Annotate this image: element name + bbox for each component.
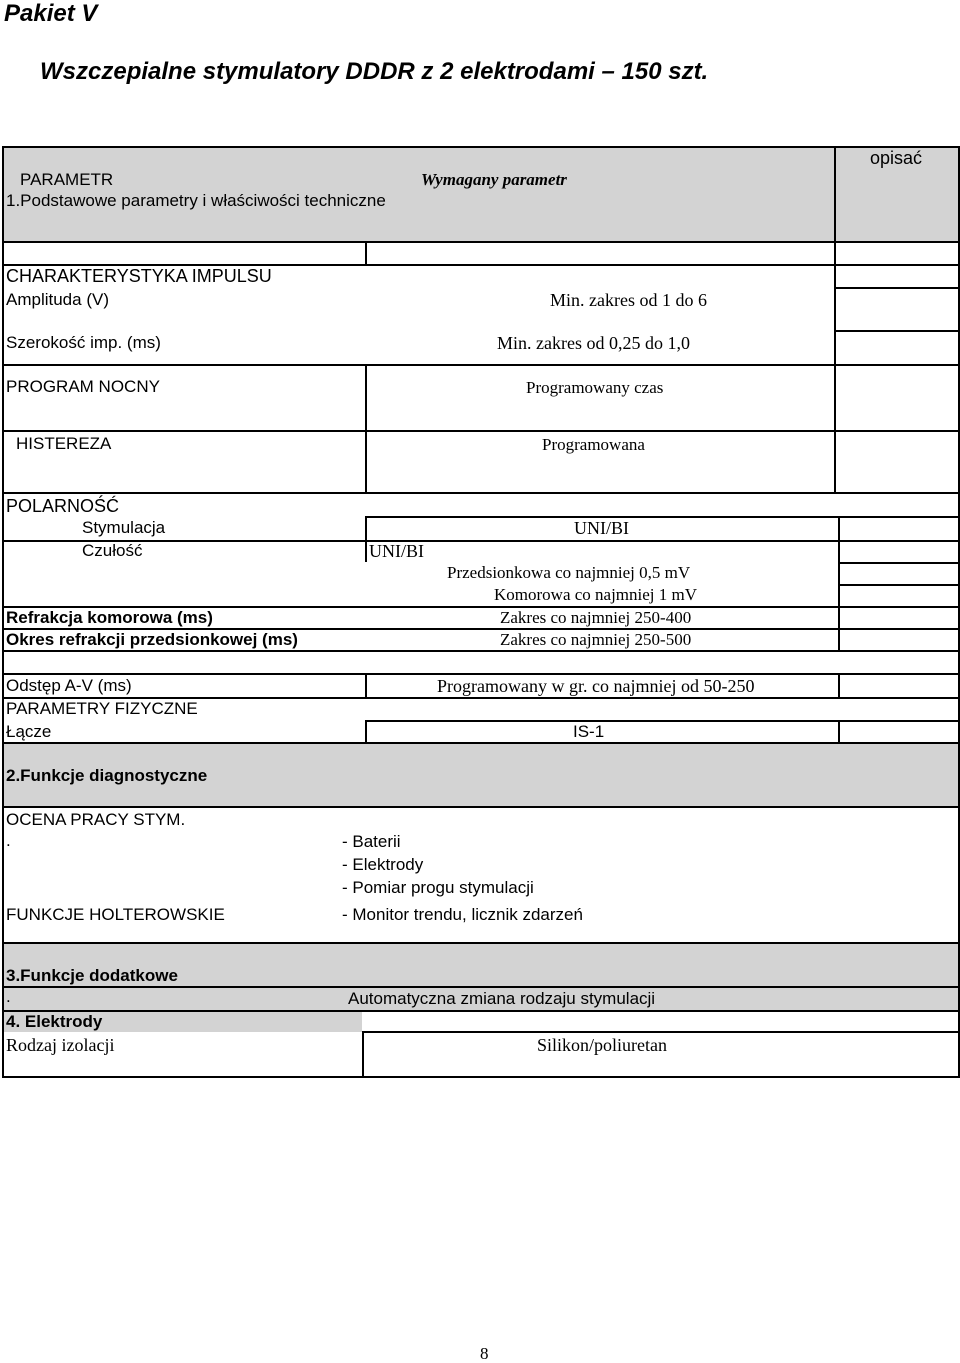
ocena-heading: OCENA PRACY STYM. <box>6 810 186 829</box>
odstep-label: Odstęp A-V (ms) <box>6 676 132 695</box>
baterii-item: - Baterii <box>342 832 401 851</box>
section-4-heading: 4. Elektrody <box>6 1012 103 1031</box>
czulosc-label: Czułość <box>82 541 143 560</box>
holter-label: FUNKCJE HOLTEROWSKIE <box>6 905 225 924</box>
automatyczna-value: Automatyczna zmiana rodzaju stymulacji <box>348 989 656 1008</box>
czulosc-przedsionkowa: Przedsionkowa co najmniej 0,5 mV <box>447 563 691 582</box>
izolacja-value: Silikon/poliuretan <box>537 1035 667 1055</box>
histereza-value: Programowana <box>542 435 645 454</box>
fizyczne-heading: PARAMETRY FIZYCZNE <box>6 699 198 718</box>
histereza-label: HISTEREZA <box>16 434 112 453</box>
charakterystyka-heading: CHARAKTERYSTYKA IMPULSU <box>6 266 272 286</box>
elektrody-item: - Elektrody <box>342 855 424 874</box>
column-header-parametr: PARAMETR <box>20 170 114 189</box>
section-1-heading: 1.Podstawowe parametry i właściwości techniczne <box>6 191 386 210</box>
document-title: Wszczepialne stymulatory DDDR z 2 elektrodami – 150 szt. <box>40 58 709 85</box>
program-nocny-label: PROGRAM NOCNY <box>6 377 160 396</box>
lacze-value: IS-1 <box>573 722 605 741</box>
amplituda-value: Min. zakres od 1 do 6 <box>550 290 707 310</box>
czulosc-komorowa: Komorowa co najmniej 1 mV <box>494 585 698 604</box>
odstep-value: Programowany w gr. co najmniej od 50-250 <box>437 676 755 696</box>
column-header-opisac: opisać <box>870 148 923 168</box>
program-nocny-value: Programowany czas <box>526 378 664 397</box>
szerokosc-value: Min. zakres od 0,25 do 1,0 <box>497 333 690 353</box>
izolacja-label: Rodzaj izolacji <box>6 1035 115 1055</box>
column-header-wymagany: Wymagany parametr <box>421 170 567 189</box>
holter-value: - Monitor trendu, licznik zdarzeń <box>342 905 583 924</box>
polarnosc-heading: POLARNOŚĆ <box>6 496 120 516</box>
section-2-heading: 2.Funkcje diagnostyczne <box>6 766 208 785</box>
okres-label: Okres refrakcji przedsionkowej (ms) <box>6 630 298 649</box>
ocena-dot: . <box>6 831 11 850</box>
refrakcja-value: Zakres co najmniej 250-400 <box>500 608 692 627</box>
pomiar-item: - Pomiar progu stymulacji <box>342 878 534 897</box>
refrakcja-label: Refrakcja komorowa (ms) <box>6 608 213 627</box>
czulosc-value: UNI/BI <box>369 541 424 561</box>
amplituda-label: Amplituda (V) <box>6 290 109 309</box>
okres-value: Zakres co najmniej 250-500 <box>500 630 692 649</box>
stymulacja-label: Stymulacja <box>82 518 166 537</box>
section-3-heading: 3.Funkcje dodatkowe <box>6 966 178 985</box>
stymulacja-value: UNI/BI <box>574 518 629 538</box>
pakiet-title: Pakiet V <box>4 0 98 27</box>
dodatkowe-dot: . <box>6 987 11 1006</box>
page-number: 8 <box>480 1344 489 1363</box>
lacze-label: Łącze <box>6 722 52 741</box>
szerokosc-label: Szerokość imp. (ms) <box>6 333 161 352</box>
